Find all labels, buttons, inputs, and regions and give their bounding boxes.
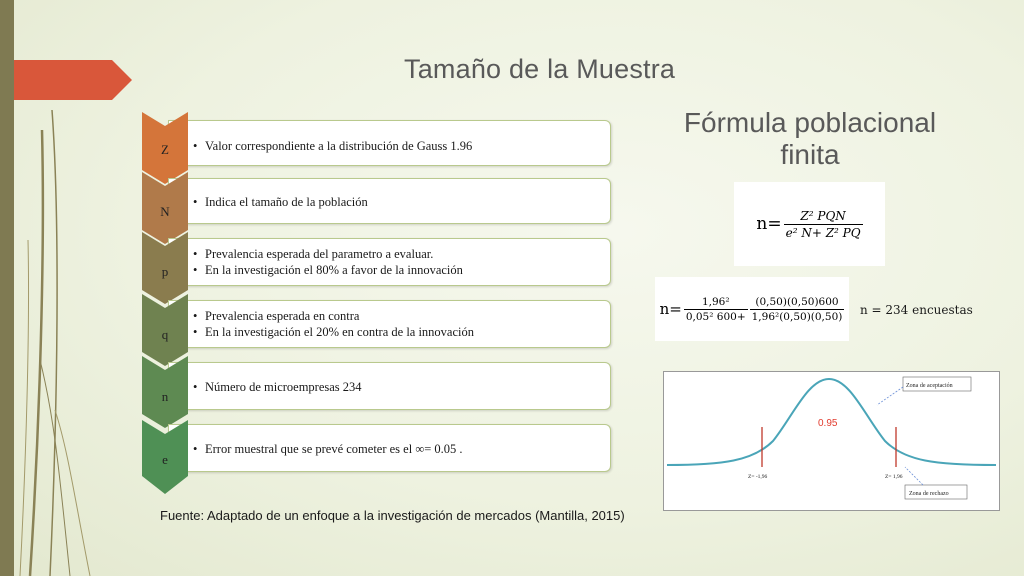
row-z-symbol: Z [161,142,169,157]
row-n-card [168,178,611,224]
row-p-symbol: p [161,264,169,279]
row-n-lower-bullet-1: • Número de microempresas 234 [205,379,610,395]
accept-zone-label: Zona de aceptación [906,383,953,389]
row-e-bullet-1: • Error muestral que se prevé cometer es el ∞= 0.05 . [205,441,610,457]
calculation-box [655,277,849,341]
row-p-card [168,238,611,286]
formula-subtitle: Fórmula poblacional finita [683,107,937,170]
calc-frac2-num: (0,50)(0,50)600 [750,296,845,310]
center-label: 0.95 [818,418,838,429]
row-q-symbol: q [161,327,169,342]
row-n-lower-card [168,362,611,410]
formula-lhs: n= [756,214,782,234]
row-n-symbol: N [160,204,170,219]
calc-frac2-den: 1,96²(0,50)(0,50) [751,310,843,323]
decorative-stripes [0,0,140,576]
row-p-bullet-1: • Prevalencia esperada del parametro a evaluar. [205,246,610,262]
calc-frac1-den: 0,05² 600+ [685,310,746,323]
row-n-lower-chevron [142,356,188,428]
source-citation: Fuente: Adaptado de un enfoque a la investigación de mercados (Mantilla, 2015) [160,508,625,523]
row-n-lower-symbol: n [161,389,169,404]
row-e-chevron [142,420,188,494]
row-n-bullet-1: • Indica el tamaño de la población [205,194,610,210]
normal-curve-chart [663,371,1000,511]
row-p-bullet-2: • En la investigación el 80% a favor de la innovación [205,262,610,278]
row-z-card [168,120,611,166]
row-e-symbol: e [162,452,168,467]
calc-result: n = 234 encuestas [860,303,973,317]
formula-box [734,182,885,266]
row-z-bullet-1: • Valor correspondiente a la distribución de Gauss 1.96 [205,138,610,154]
calc-frac1-num: 1,96² [684,296,748,310]
calc-lhs: n= [659,300,682,318]
right-critical-label: Z= 1,96 [885,474,903,480]
row-q-bullet-1: • Prevalencia esperada en contra [205,308,610,324]
formula-numerator: Z² PQN [784,209,863,225]
reject-zone-label: Zona de rechazo [909,491,949,497]
formula-denominator: e² N+ Z² PQ [785,225,861,240]
left-critical-label: Z= -1,96 [748,474,768,480]
row-e-card [168,424,611,472]
slide-title: Tamaño de la Muestra [404,54,676,84]
row-q-bullet-2: • En la investigación el 20% en contra de la innovación [205,324,610,340]
row-q-card [168,300,611,348]
